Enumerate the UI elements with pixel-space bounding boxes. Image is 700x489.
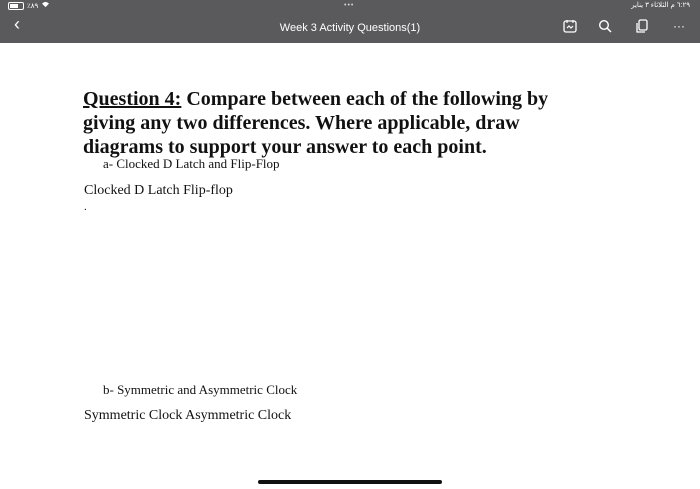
status-left bbox=[8, 1, 50, 10]
chevron-left-icon: ‹ bbox=[14, 14, 20, 34]
document-page[interactable] bbox=[0, 43, 700, 489]
item-b-heading: Symmetric Clock Asymmetric Clock bbox=[84, 408, 292, 423]
question-heading bbox=[83, 87, 603, 159]
search-icon bbox=[598, 19, 612, 33]
item-b-label: b- Symmetric and Asymmetric Clock bbox=[103, 382, 298, 397]
question-number: Question 4: bbox=[83, 88, 182, 110]
top-toolbar bbox=[0, 0, 700, 43]
home-indicator[interactable] bbox=[258, 480, 442, 484]
search-button[interactable] bbox=[597, 18, 613, 34]
battery-percent: ٪٨٩ bbox=[27, 2, 39, 10]
item-a-heading: Clocked D Latch Flip-flop bbox=[84, 183, 233, 198]
annotate-button[interactable] bbox=[562, 18, 578, 34]
question-text: Compare between each of the following by giving any two differences. Where applicable, draw diagrams to support your answer to each point. bbox=[83, 88, 549, 158]
more-button[interactable] bbox=[671, 18, 687, 34]
multitask-dots[interactable]: ••• bbox=[344, 2, 355, 9]
copy-icon bbox=[635, 19, 649, 33]
battery-icon bbox=[8, 2, 24, 10]
calendar-edit-icon bbox=[563, 19, 577, 33]
ellipsis-icon: ··· bbox=[673, 19, 685, 33]
bullet-dot: . bbox=[84, 201, 87, 213]
item-a-label: a- Clocked D Latch and Flip-Flop bbox=[103, 156, 280, 171]
document-title: Week 3 Activity Questions(1) bbox=[279, 22, 421, 34]
status-datetime: ٦:٢٩ م الثلاثاء ٣ يناير bbox=[631, 2, 690, 9]
wifi-icon bbox=[41, 1, 50, 10]
copy-button[interactable] bbox=[634, 18, 650, 34]
